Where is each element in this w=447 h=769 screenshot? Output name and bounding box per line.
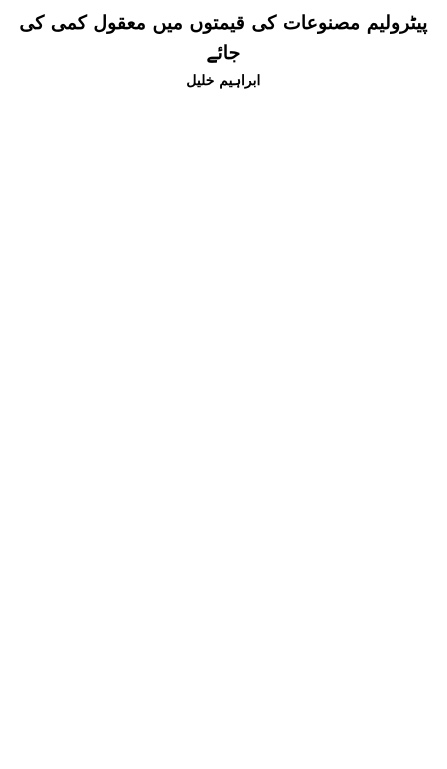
author-byline: ابراہیم خلیل	[186, 73, 261, 89]
article-headline: پیٹرولیم مصنوعات کی قیمتوں میں معقول کمی کی جائے	[19, 12, 428, 64]
